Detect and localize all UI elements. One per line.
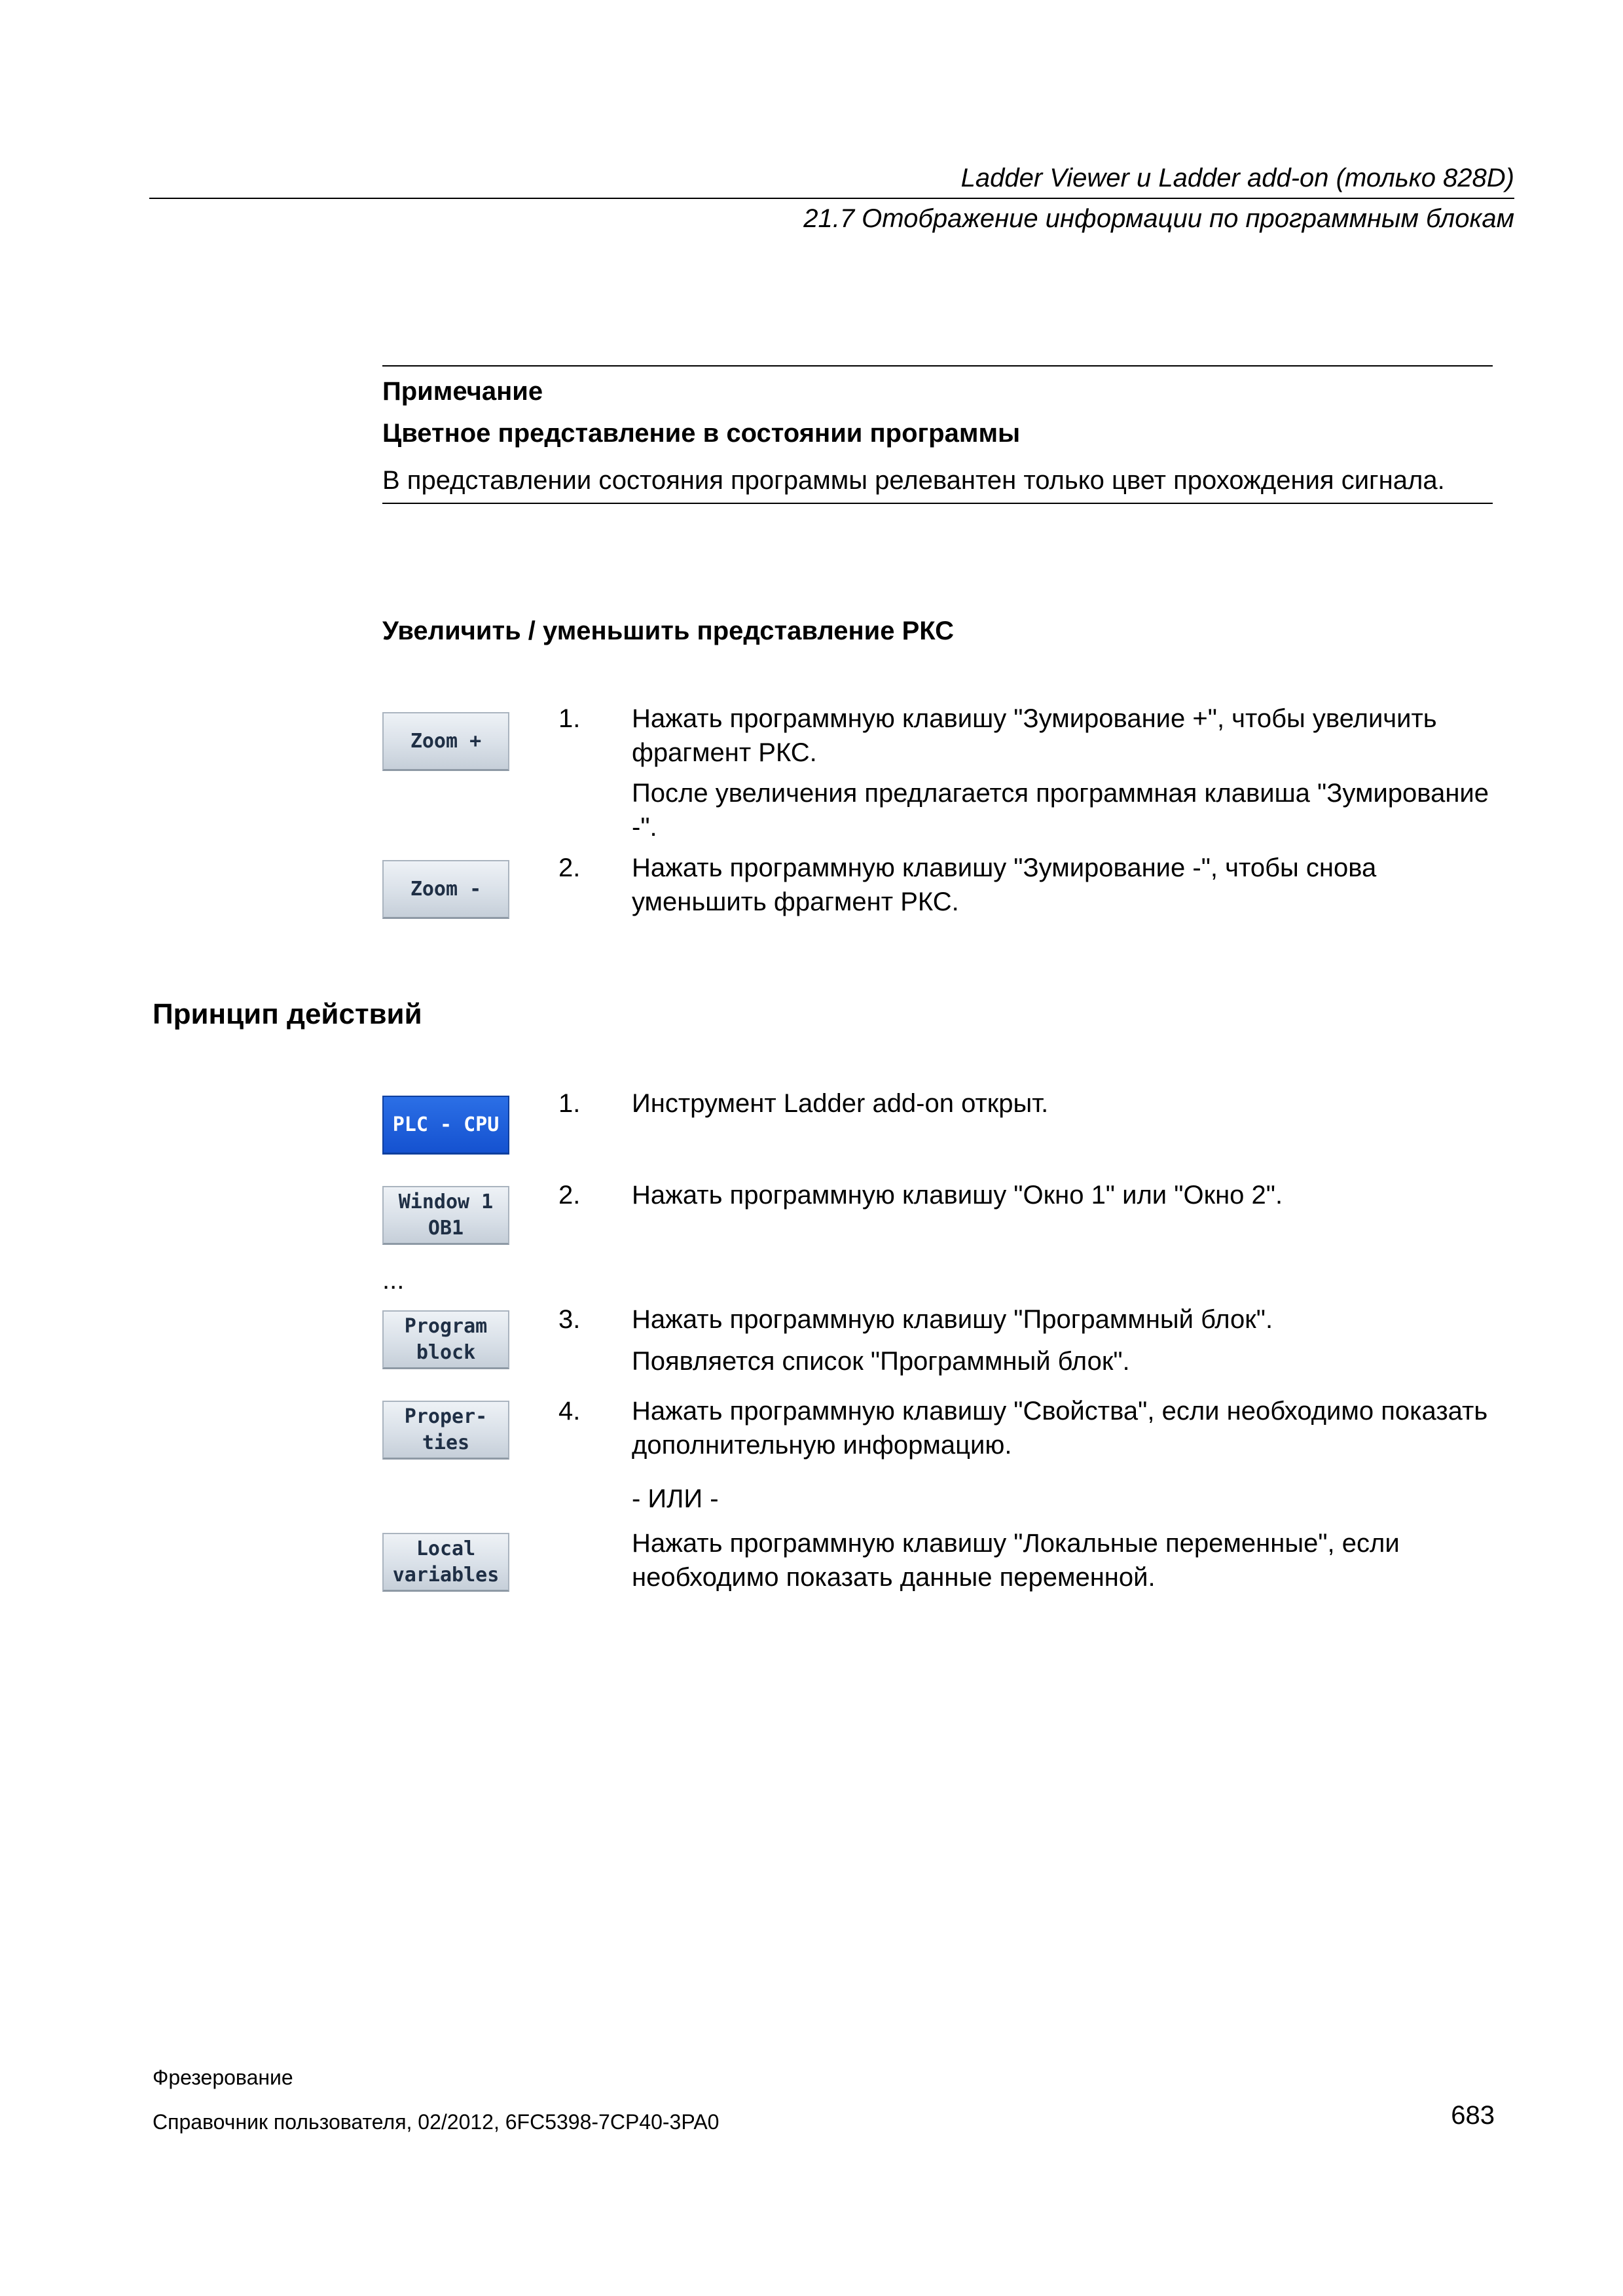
running-header-chapter: Ladder Viewer и Ladder add-on (только 828D) (960, 164, 1514, 192)
principle-heading: Принцип действий (153, 998, 422, 1030)
plc-cpu-softkey[interactable]: PLC - CPU (382, 1096, 509, 1155)
zoom-section-heading: Увеличить / уменьшить представление РКС (382, 617, 955, 645)
principle-step-1-number: 1. (558, 1089, 581, 1118)
principle-step-1-text: Инструмент Ladder add-on открыт. (632, 1089, 1049, 1118)
principle-step-3-number: 3. (558, 1305, 581, 1334)
note-title: Цветное представление в состоянии программы (382, 419, 1021, 448)
zoom-step-2-number: 2. (558, 853, 581, 882)
note-label: Примечание (382, 377, 543, 406)
running-header-section: 21.7 Отображение информации по программным блокам (803, 204, 1514, 233)
principle-step-2-number: 2. (558, 1181, 581, 1210)
softkey-ellipsis: ... (382, 1266, 405, 1295)
note-top-rule (382, 365, 1493, 367)
properties-softkey[interactable]: Proper- ties (382, 1401, 509, 1460)
zoom-minus-softkey[interactable]: Zoom - (382, 860, 509, 919)
zoom-step-2-text: Нажать программную клавишу "Зумирование -", чтобы снова уменьшить фрагмент РКС. (632, 853, 1377, 916)
header-rule (149, 198, 1514, 199)
zoom-step-1-note: После увеличения предлагается программная клавиша "Зумирование -". (632, 779, 1489, 842)
footer-manual-info: Справочник пользователя, 02/2012, 6FC5398-7CP40-3PA0 (153, 2110, 720, 2134)
page-number: 683 (1451, 2101, 1495, 2130)
note-text: В представлении состояния программы релевантен только цвет прохождения сигнала. (382, 466, 1445, 495)
principle-step-4-text: Нажать программную клавишу "Свойства", если необходимо показать дополнительную информацию. (632, 1397, 1488, 1460)
principle-step-4-number: 4. (558, 1397, 581, 1426)
footer-product: Фрезерование (153, 2066, 293, 2089)
zoom-step-1-text: Нажать программную клавишу "Зумирование +", чтобы увеличить фрагмент РКС. (632, 704, 1437, 767)
principle-step-4-alternative: Нажать программную клавишу "Локальные переменные", если необходимо показать данные переменной. (632, 1529, 1400, 1592)
local-variables-softkey[interactable]: Local variables (382, 1533, 509, 1592)
program-block-softkey[interactable]: Program block (382, 1310, 509, 1369)
window-1-ob1-softkey[interactable]: Window 1 OB1 (382, 1186, 509, 1245)
note-bottom-rule (382, 503, 1493, 504)
zoom-step-1-number: 1. (558, 704, 581, 733)
principle-step-4-or: - ИЛИ - (632, 1484, 719, 1513)
zoom-plus-softkey[interactable]: Zoom + (382, 712, 509, 771)
principle-step-3-text: Нажать программную клавишу "Программный блок". (632, 1305, 1273, 1334)
principle-step-2-text: Нажать программную клавишу "Окно 1" или "Окно 2". (632, 1181, 1283, 1210)
principle-step-3-result: Появляется список "Программный блок". (632, 1347, 1130, 1376)
